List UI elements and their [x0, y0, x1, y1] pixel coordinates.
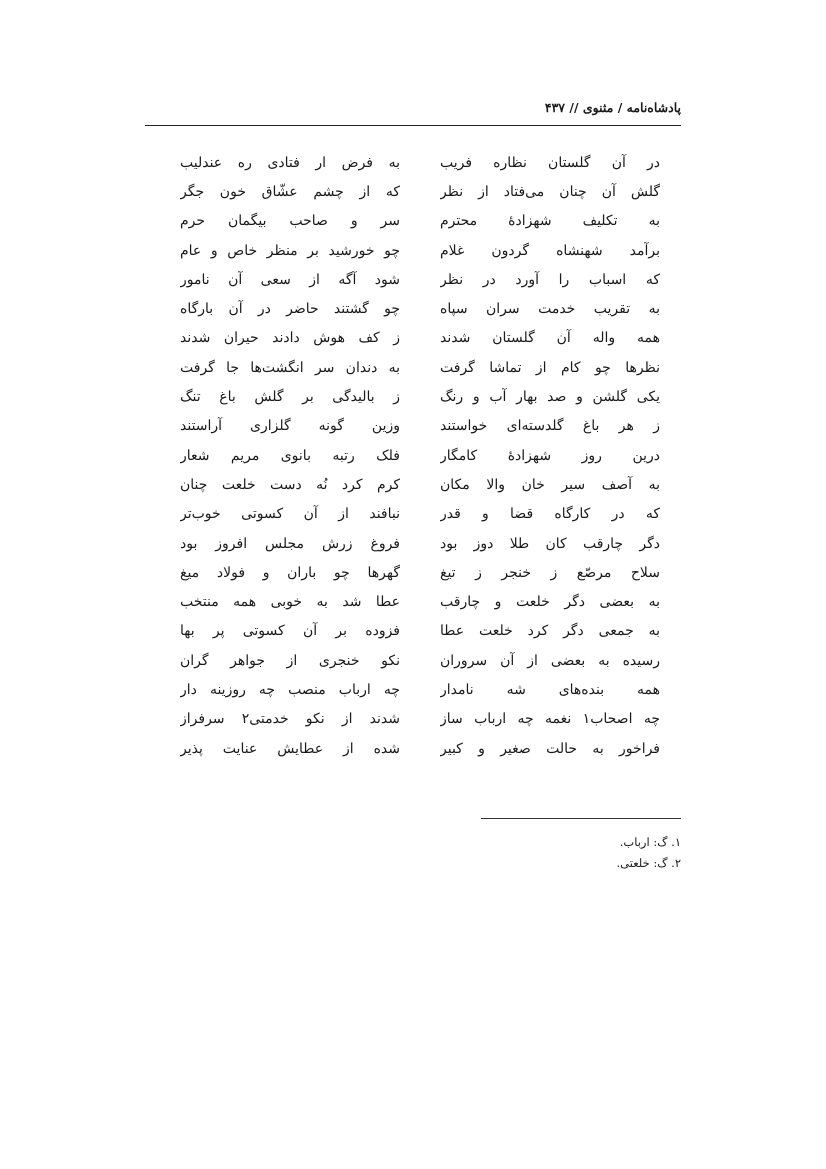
verse-line: [180, 236, 660, 265]
hemistich-right: برآمد شهنشاه گردون غلام: [440, 242, 660, 259]
hemistich-left: شده از عطایش عنایت پذیر: [180, 740, 400, 757]
hemistich-left: ز بالیدگی بر گلش باغ تنگ: [180, 389, 400, 406]
footnote-separator: [481, 818, 681, 819]
hemistich-right: همه بنده‌های شه نامدار: [440, 681, 660, 698]
verse-line: [180, 353, 660, 382]
hemistich-left: سر و صاحب بیگمان حرم: [180, 213, 400, 230]
verse-line: [180, 558, 660, 587]
hemistich-left: چو گشتند حاضر در آن بارگاه: [180, 301, 400, 318]
hemistich-left: فروغ زرش مجلس افروز بود: [180, 535, 400, 552]
hemistich-right: در آن گلستان نظاره فریب: [440, 154, 660, 171]
hemistich-right: دگر چارقب کان طلا دوز بود: [440, 535, 660, 552]
hemistich-right: یکی گلشن و صد بهار آب و رنگ: [440, 389, 660, 406]
hemistich-right: همه واله آن گلستان شدند: [440, 330, 660, 347]
verse-line: [180, 529, 660, 558]
hemistich-right: که اسباب را آورد در نظر: [440, 271, 660, 288]
verse-line: [180, 705, 660, 734]
verse-line: [180, 587, 660, 616]
hemistich-right: به تقریب خدمت سران سپاه: [440, 301, 660, 318]
footnote: ۲. گ: خلعتی.: [616, 856, 681, 870]
hemistich-left: وزین گونه گلزاری آراستند: [180, 418, 400, 435]
hemistich-right: ز هر باغ گلدسته‌ای خواستند: [440, 418, 660, 435]
hemistich-left: چه ارباب منصب چه روزینه دار: [180, 681, 400, 698]
header-title: پادشاه‌نامه / مثنوی // ۴۳۷: [544, 100, 681, 115]
verse-line: [180, 500, 660, 529]
hemistich-left: عطا شد به خوبی همه منتخب: [180, 594, 400, 611]
hemistich-left: شدند از نکو خدمتی۲ سرفراز: [180, 711, 400, 728]
verse-line: [180, 294, 660, 323]
hemistich-left: نبافند از آن کسوتی خوب‌تر: [180, 506, 400, 523]
hemistich-left: چو خورشید بر منظر خاص و عام: [180, 242, 400, 259]
hemistich-right: گلش آن چنان می‌فتاد از نظر: [440, 183, 660, 200]
hemistich-right: رسیده به بعضی از آن سروران: [440, 652, 660, 669]
hemistich-right: درین روز شهزادهٔ کامگار: [440, 447, 660, 464]
verse-line: [180, 177, 660, 206]
hemistich-left: نکو خنجری از جواهر گران: [180, 652, 400, 669]
verse-line: [180, 265, 660, 294]
hemistich-left: فزوده بر آن کسوتی پر بها: [180, 623, 400, 640]
hemistich-right: به آصف سیر خان والا مکان: [440, 476, 660, 493]
hemistich-right: که در کارگاه قضا و قدر: [440, 506, 660, 523]
hemistich-left: کرم کرد نُه دست خلعت چنان: [180, 476, 400, 493]
hemistich-right: نظرها چو کام از تماشا گرفت: [440, 359, 660, 376]
hemistich-left: گهرها چو باران و فولاد میغ: [180, 564, 400, 581]
verse-line: [180, 412, 660, 441]
verse-line: [180, 675, 660, 704]
hemistich-left: به دندان سر انگشت‌ها جا گرفت: [180, 359, 400, 376]
footnote: ۱. گ: ارباب.: [619, 835, 681, 849]
hemistich-right: به تکلیف شهزادهٔ محترم: [440, 213, 660, 230]
verse-line: [180, 324, 660, 353]
verse-line: [180, 382, 660, 411]
running-header: [145, 100, 681, 122]
hemistich-right: به بعضی دگر خلعت و چارقب: [440, 594, 660, 611]
header-rule: [145, 125, 681, 126]
verse-line: [180, 148, 660, 177]
verse-line: [180, 734, 660, 763]
hemistich-right: به جمعی دگر کرد خلعت عطا: [440, 623, 660, 640]
hemistich-left: فلک رتبه بانوی مریم شعار: [180, 447, 400, 464]
hemistich-left: شود آگه از سعی آن نامور: [180, 271, 400, 288]
verse-line: [180, 470, 660, 499]
hemistich-right: فراخور به حالت صغیر و کبیر: [440, 740, 660, 757]
verse-line: [180, 617, 660, 646]
poem-body: [180, 148, 660, 763]
hemistich-left: به فرض ار فتادی ره عندلیب: [180, 154, 400, 171]
hemistich-left: که از چشم عشّاق خون جگر: [180, 183, 400, 200]
hemistich-right: چه اصحاب۱ نغمه چه ارباب ساز: [440, 711, 660, 728]
hemistich-left: ز کف هوش دادند حیران شدند: [180, 330, 400, 347]
footnotes: [617, 832, 682, 874]
verse-line: [180, 646, 660, 675]
verse-line: [180, 207, 660, 236]
verse-line: [180, 441, 660, 470]
hemistich-right: سلاح مرصّع ز خنجر ز تیغ: [440, 564, 660, 581]
